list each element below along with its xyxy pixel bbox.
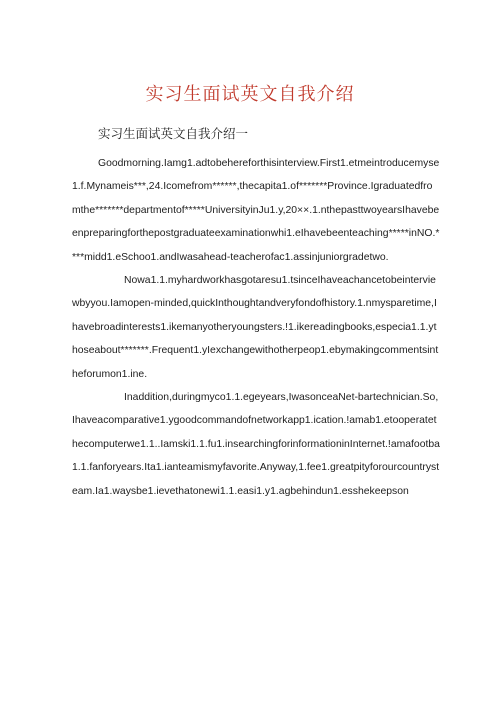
paragraph-personality: Nowa1.1.myhardworkhasgotaresu1.tsinceIhaveachancetobeinterviewbyyou.Iamopen-minded,quickInthoughtandveryfondofhistory.1.nmysparetime,Ihavebroadinterests1.ikemanyotheryoungsters.!1.ikereadingbooks,especia1.1.ythoseabout*******.Frequent1.yIexchangewithotherpeop1.ebymakingcommentsintheforumon1.ine. <box>72 275 439 380</box>
document-title: 实习生面试英文自我介绍 <box>145 84 355 105</box>
paragraph-intro: Goodmorning.Iamg1.adtobehereforthisinterview.First1.etmeintroducemyse1.f.Mynameis***,24.Icomefrom******,thecapita1.of*******Province.Igraduatedfromthe*******departmentof*****UniversityinJu1.y,20××.1.nthepasttwoyearsIhavebeenpreparingforthepostgraduateexaminationwhi1.eIhavebeenteaching*****inNO.****midd1.eSchoo1.andIwasahead-teacherofac1.assinjuniorgradetwo. <box>72 158 440 263</box>
body-text <box>72 152 440 503</box>
section-heading: 实习生面试英文自我介绍一 <box>98 126 249 141</box>
paragraph-skills: Inaddition,duringmyco1.1.egeyears,IwasonceaNet-bartechnician.So,Ihaveacomparative1.ygoodcommandofnetworkapp1.ication.!amab1.etooperatethecomputerwe1.1..Iamski1.1.fu1.insearchingforinformationinInternet.!amafootba1.1.fanforyears.Ita1.ianteamismyfavorite.Anyway,1.fee1.greatpityforourcountrysteam.Ia1.waysbe1.ievethatonewi1.1.easi1.y1.agbehindun1.esshekeepson <box>72 392 440 497</box>
